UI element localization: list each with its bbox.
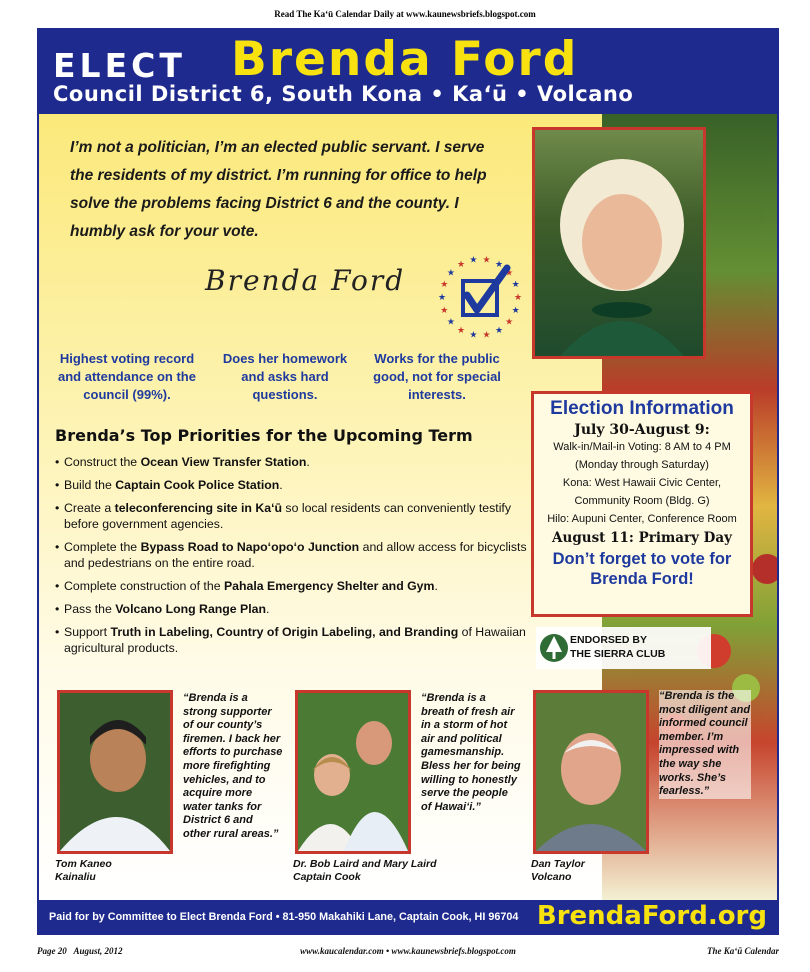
list-item: • Build the Captain Cook Police Station.: [55, 477, 533, 493]
election-info-box: [531, 391, 753, 617]
elect-label: ELECT: [53, 46, 186, 85]
page-footer: [37, 946, 779, 960]
primary-day: August 11: Primary Day: [552, 530, 732, 546]
hilo-location: Hilo: Aupuni Center, Conference Room: [547, 513, 737, 525]
testimonial-photo-laird: [295, 690, 411, 854]
star-icon: ★: [446, 316, 455, 327]
publication-name: The Ka‘ū Calendar: [706, 946, 779, 956]
endorsed-by-label: ENDORSED BY: [570, 634, 648, 646]
priorities-list: [55, 454, 533, 663]
ad-body: [39, 114, 777, 900]
testimonial-quote-laird: “Brenda is a breath of fresh air in a storm of hot air and political gamesmanship. Bless her for being willing to honestly serve the people of Hawai‘i.”: [421, 692, 521, 813]
candidate-statement: I’m not a politician, I’m an elected public servant. I serve the residents of my district. I’m running for office to help solve the problems facing District 6 and the county. I humbly ask for your vote.: [70, 139, 487, 240]
early-voting-dates: July 30-August 9:: [574, 422, 710, 438]
star-icon: ★: [505, 316, 514, 327]
priorities-title: Brenda’s Top Priorities for the Upcoming Term: [55, 426, 473, 445]
vote-reminder: Don’t forget to vote for Brenda Ford!: [552, 550, 732, 588]
testimonial-photo-taylor: [533, 690, 649, 854]
kona-location: Kona: West Hawaii Civic Center,: [562, 477, 722, 489]
fact-public-good: Works for the public good, not for special interests.: [373, 351, 501, 402]
page-number-date: Page 20 August, 2012: [37, 946, 123, 956]
star-icon: ★: [482, 254, 491, 265]
testimonial-author-taylor: Dan Taylor Volcano: [531, 858, 585, 883]
star-icon: ★: [440, 279, 449, 290]
ad-footer: [39, 902, 777, 933]
election-title: Election Information: [550, 398, 734, 419]
voting-days: (Monday through Saturday): [575, 459, 709, 471]
star-icon: ★: [469, 254, 478, 265]
sierra-club-endorsement: [536, 627, 711, 669]
vote-checkmark-icon: [437, 254, 523, 340]
fact-homework: Does her homework and asks hard questions.: [222, 351, 348, 402]
list-item: • Construct the Ocean View Transfer Station.: [55, 454, 533, 470]
sierra-club-label: THE SIERRA CLUB: [570, 648, 666, 660]
ad-header: [39, 30, 777, 114]
star-icon: ★: [513, 292, 523, 302]
testimonial-photo-kaneo: [57, 690, 173, 854]
star-icon: ★: [446, 267, 455, 278]
star-icon: ★: [456, 259, 466, 270]
district-line: Council District 6, South Kona • Ka‘ū • Volcano: [53, 82, 634, 106]
candidate-name: Brenda Ford: [231, 32, 579, 87]
top-banner: Read The Ka‘ū Calendar Daily at www.kaunewsbriefs.blogspot.com: [274, 9, 536, 19]
star-icon: ★: [505, 267, 514, 278]
list-item: • Support Truth in Labeling, Country of Origin Labeling, and Branding of Hawaiian agricultural products.: [55, 624, 533, 656]
ad-frame: [37, 28, 779, 935]
star-icon: ★: [511, 279, 520, 290]
testimonial-author-kaneo: Tom Kaneo Kainaliu: [55, 858, 112, 883]
campaign-website: BrendaFord.org: [536, 901, 767, 931]
star-icon: ★: [494, 324, 504, 335]
voting-hours: Walk-in/Mail-in Voting: 8 AM to 4 PM: [553, 441, 731, 453]
testimonial-quote-taylor: “Brenda is the most diligent and informed council member. I’m impressed with the way she works. She’s fearless.”: [659, 690, 751, 798]
list-item: • Pass the Volcano Long Range Plan.: [55, 601, 533, 617]
tree-icon: [540, 632, 568, 664]
star-icon: ★: [494, 259, 504, 270]
testimonial-quote-kaneo: “Brenda is a strong supporter of our county’s firemen. I back her efforts to purchase more firefighting vehicles, and to acquire more water tanks for District 6 and other rural areas.”: [183, 692, 283, 840]
star-icon: ★: [469, 329, 478, 340]
star-icon: ★: [440, 304, 449, 315]
candidate-signature: Brenda Ford: [205, 264, 406, 297]
star-icon: ★: [482, 329, 491, 340]
testimonial-author-laird: Dr. Bob Laird and Mary Laird Captain Cook: [293, 858, 437, 883]
list-item: • Complete construction of the Pahala Emergency Shelter and Gym.: [55, 578, 533, 594]
footer-sites: www.kaucalendar.com • www.kaunewsbriefs.blogspot.com: [300, 946, 516, 956]
candidate-portrait: [532, 127, 706, 359]
paid-for-notice: Paid for by Committee to Elect Brenda Ford • 81-950 Makahiki Lane, Captain Cook, HI 96704: [49, 911, 519, 923]
list-item: • Create a teleconferencing site in Ka‘ū so local residents can conveniently testify before government agencies.: [55, 500, 533, 532]
star-icon: ★: [511, 304, 520, 315]
list-item: • Complete the Bypass Road to Napo‘opo‘o Junction and allow access for bicyclists and pedestrians on the entire road.: [55, 539, 533, 571]
star-icon: ★: [456, 324, 466, 335]
fact-voting-record: Highest voting record and attendance on the council (99%).: [58, 351, 196, 402]
star-icon: ★: [437, 292, 447, 302]
kona-room: Community Room (Bldg. G): [574, 495, 710, 507]
